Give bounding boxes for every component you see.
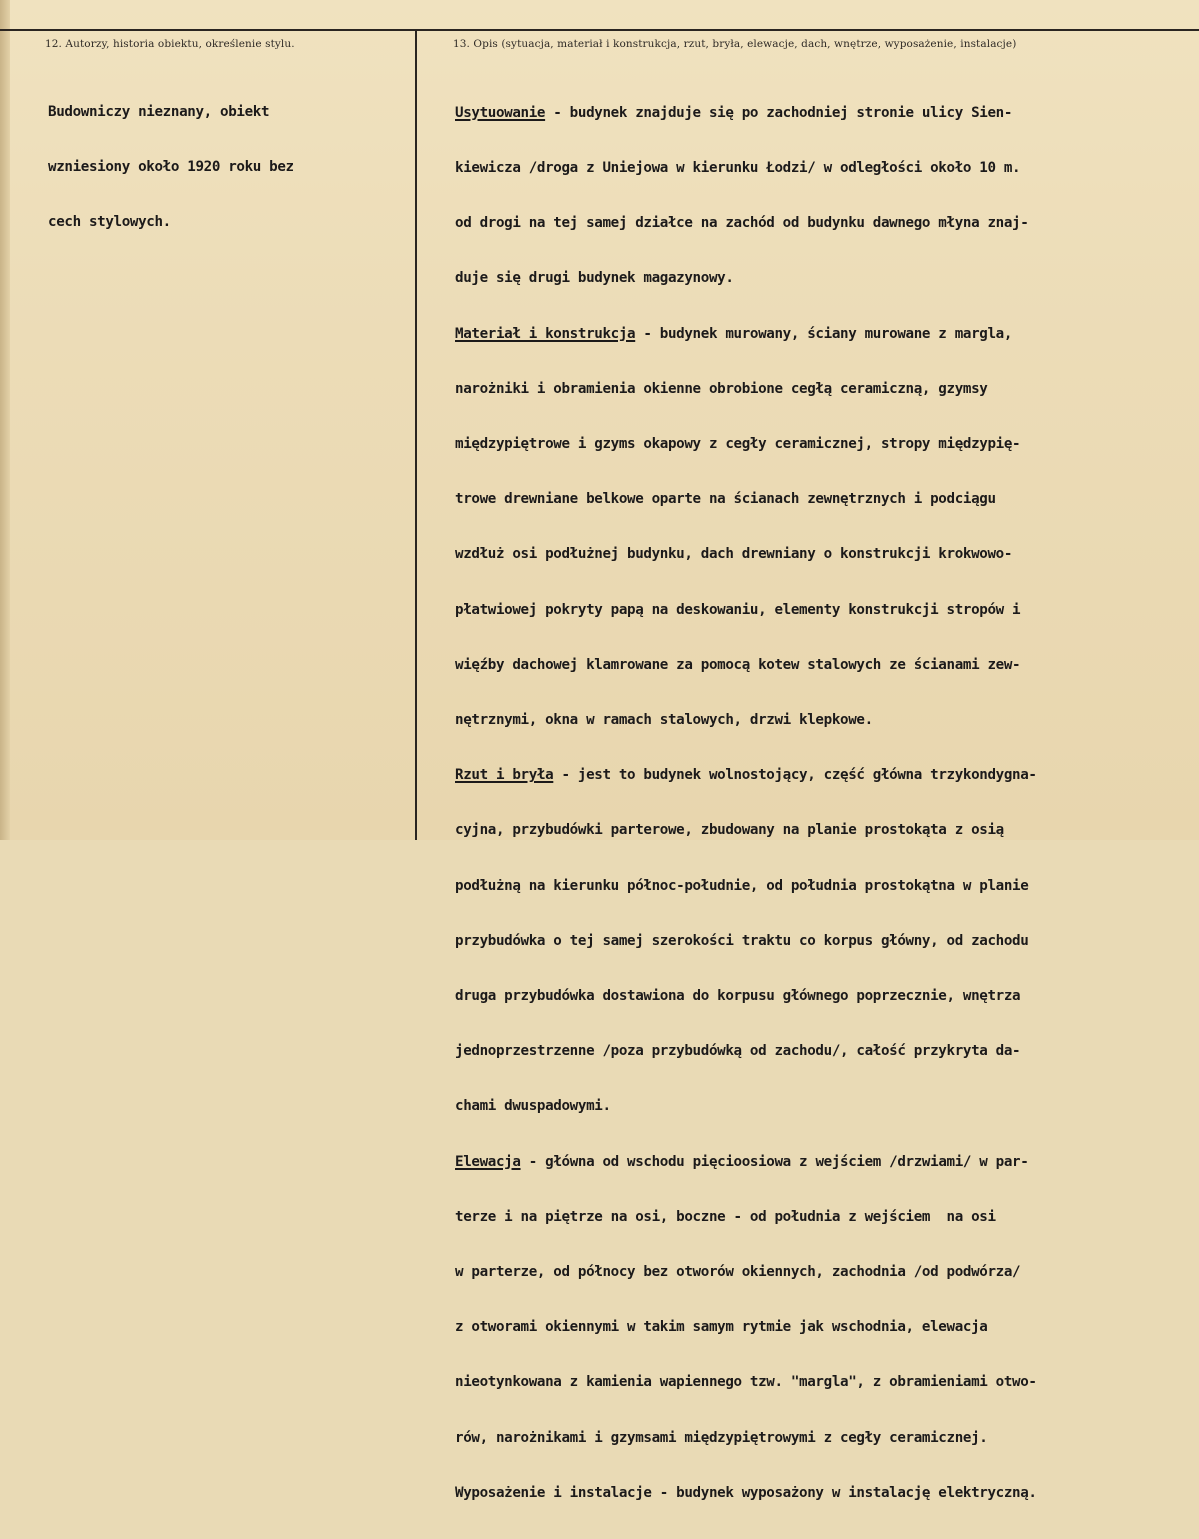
text-line: od drogi na tej samej działce na zachód od budynku dawnego młyna znaj- xyxy=(455,215,1029,232)
text-line: przybudówka o tej samej szerokości traktu co korpus główny, od zachodu xyxy=(455,932,1029,949)
text-line: jednoprzestrzenne /poza przybudówką od zachodu/, całość przykryta da- xyxy=(455,1043,1021,1060)
column-divider xyxy=(415,30,417,840)
text-line: Rzut i bryła - jest to budynek wolnostojący, część główna trzykondygna- xyxy=(455,767,1037,784)
heading-elewacja: Elewacja xyxy=(455,1153,521,1170)
text-line: Materiał i konstrukcja - budynek murowany, ściany murowane z margla, xyxy=(455,325,1013,342)
text-line: rów, narożnikami i gzymsami międzypiętrowymi z cegły ceramicznej. xyxy=(455,1429,988,1446)
text-line: cech stylowych. xyxy=(48,214,171,231)
text-line: duje się drugi budynek magazynowy. xyxy=(455,270,734,287)
text-line: wzniesiony około 1920 roku bez xyxy=(48,159,294,176)
paper-edge xyxy=(0,0,10,840)
text-line: podłużną na kierunku północ-południe, od południa prostokątna w planie xyxy=(455,877,1029,894)
section-12-header: 12. Autorzy, historia obiektu, określenie stylu. xyxy=(45,38,295,50)
text-line: w parterze, od północy bez otworów okiennych, zachodnia /od podwórza/ xyxy=(455,1264,1021,1281)
text-line: międzypiętrowe i gzyms okapowy z cegły ceramicznej, stropy międzypię- xyxy=(455,436,1021,453)
text-line: narożniki i obramienia okienne obrobione cegłą ceramiczną, gzymsy xyxy=(455,380,988,397)
heading-usytuowanie: Usytuowanie xyxy=(455,104,546,121)
text-line: nieotynkowana z kamienia wapiennego tzw. "margla", z obramieniami otwo- xyxy=(455,1374,1037,1391)
heading-rzut: Rzut i bryła xyxy=(455,767,554,784)
text-line: chami dwuspadowymi. xyxy=(455,1098,611,1115)
authors-history-text xyxy=(48,66,294,268)
text-line: terze i na piętrze na osi, boczne - od południa z wejściem na osi xyxy=(455,1208,996,1225)
text-line: Budowniczy nieznany, obiekt xyxy=(48,103,270,120)
text-line: Usytuowanie - budynek znajduje się po zachodniej stronie ulicy Sien- xyxy=(455,104,1013,121)
text-line: druga przybudówka dostawiona do korpusu głównego poprzecznie, wnętrza xyxy=(455,988,1021,1005)
text-line: cyjna, przybudówki parterowe, zbudowany na planie prostokąta z osią xyxy=(455,822,1004,839)
heading-material: Materiał i konstrukcja xyxy=(455,325,636,342)
text-line: wzdłuż osi podłużnej budynku, dach drewniany o konstrukcji krokwowo- xyxy=(455,546,1013,563)
text-line: płatwiowej pokryty papą na deskowaniu, elementy konstrukcji stropów i xyxy=(455,601,1021,618)
text-line: z otworami okiennymi w takim samym rytmie jak wschodnia, elewacja xyxy=(455,1319,988,1336)
text-line: kiewicza /droga z Uniejowa w kierunku Łodzi/ w odległości około 10 m. xyxy=(455,160,1021,177)
description-text xyxy=(455,67,1037,1539)
section-13-header: 13. Opis (sytuacja, materiał i konstrukcja, rzut, bryła, elewacje, dach, wnętrze, wyposażenie, instalacje) xyxy=(453,38,1017,50)
top-rule-line xyxy=(0,29,1199,31)
text-line: więźby dachowej klamrowane za pomocą kotew stalowych ze ścianami zew- xyxy=(455,656,1021,673)
text-line: nętrznymi, okna w ramach stalowych, drzwi klepkowe. xyxy=(455,712,873,729)
text-line: trowe drewniane belkowe oparte na ścianach zewnętrznych i podciągu xyxy=(455,491,996,508)
text-line: Elewacja - główna od wschodu pięcioosiowa z wejściem /drzwiami/ w par- xyxy=(455,1153,1029,1170)
text-line: Wyposażenie i instalacje - budynek wyposażony w instalację elektryczną. xyxy=(455,1484,1037,1501)
